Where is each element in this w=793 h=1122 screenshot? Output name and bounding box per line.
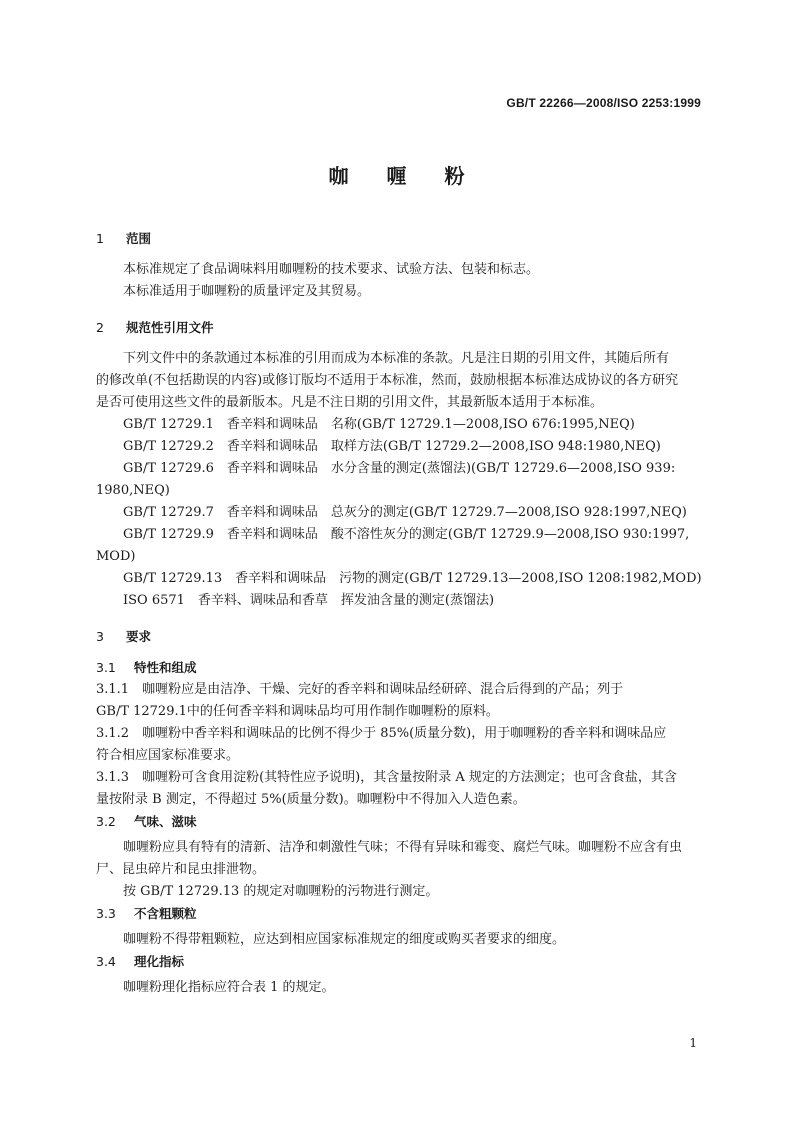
standard-code: GB/T 22266—2008/ISO 2253:1999	[506, 96, 701, 110]
reference-item: GB/T 12729.1 香辛料和调味品 名称(GB/T 12729.1—2008,ISO 676:1995,NEQ)	[123, 417, 635, 432]
reference-item: GB/T 12729.13 香辛料和调味品 污物的测定(GB/T 12729.13—2008,ISO 1208:1982,MOD)	[123, 571, 702, 586]
paragraph: 的修改单(不包括勘误的内容)或修订版均不适用于本标准，然而，鼓励根据本标准达成协议的各方研究	[96, 373, 679, 388]
section-heading-3: 3 要求	[96, 629, 152, 644]
subsection-heading-3-2: 3.2 气味、滋味	[96, 814, 197, 829]
clause-3-1-2-cont: 符合相应国家标准要求。	[96, 748, 240, 763]
page-number: 1	[689, 1036, 697, 1050]
paragraph: 下列文件中的条款通过本标准的引用而成为本标准的条款。凡是注日期的引用文件，其随后所有	[123, 351, 670, 366]
paragraph: 按 GB/T 12729.13 的规定对咖喱粉的污物进行测定。	[123, 884, 439, 899]
reference-item: GB/T 12729.6 香辛料和调味品 水分含量的测定(蒸馏法)(GB/T 12729.6—2008,ISO 939:	[123, 461, 676, 476]
paragraph: 咖喱粉理化指标应符合表 1 的规定。	[123, 980, 335, 995]
document-body	[96, 228, 712, 999]
section-heading-2: 2 规范性引用文件	[96, 320, 214, 335]
paragraph: 是否可使用这些文件的最新版本。凡是不注日期的引用文件，其最新版本适用于本标准。	[96, 395, 604, 410]
section-heading-1: 1 范围	[96, 231, 152, 246]
page-title: 咖喱粉	[328, 164, 503, 188]
clause-3-1-1-cont: GB/T 12729.1中的任何香辛料和调味品均可用作制作咖喱粉的原料。	[96, 704, 499, 719]
reference-item: GB/T 12729.2 香辛料和调味品 取样方法(GB/T 12729.2—2008,ISO 948:1980,NEQ)	[123, 439, 661, 454]
paragraph: 尸、昆虫碎片和昆虫排泄物。	[96, 862, 266, 877]
subsection-heading-3-3: 3.3 不含粗颗粒	[96, 906, 197, 921]
clause-3-1-2: 3.1.2 咖喱粉中香辛料和调味品的比例不得少于 85%(质量分数)，用于咖喱粉的香辛料和调味品应	[96, 726, 667, 741]
reference-item: 1980,NEQ)	[96, 483, 170, 498]
paragraph: 本标准适用于咖喱粉的质量评定及其贸易。	[123, 284, 371, 299]
clause-3-1-3-cont: 量按附录 B 测定，不得超过 5%(质量分数)。咖喱粉中不得加入人造色素。	[96, 792, 526, 807]
clause-3-1-3: 3.1.3 咖喱粉可含食用淀粉(其特性应予说明)，其含量按附录 A 规定的方法测定；也可含食盐，其含	[96, 770, 677, 785]
reference-item: MOD)	[96, 549, 136, 564]
paragraph: 咖喱粉不得带粗颗粒，应达到相应国家标准规定的细度或购买者要求的细度。	[123, 932, 566, 947]
paragraph: 本标准规定了食品调味料用咖喱粉的技术要求、试验方法、包装和标志。	[123, 262, 540, 277]
subsection-heading-3-1: 3.1 特性和组成	[96, 660, 197, 675]
paragraph: 咖喱粉应具有特有的清新、洁净和刺激性气味；不得有异味和霉变、腐烂气味。咖喱粉不应含有虫	[123, 840, 683, 855]
reference-item: ISO 6571 香辛料、调味品和香草 挥发油含量的测定(蒸馏法)	[123, 593, 495, 608]
reference-item: GB/T 12729.7 香辛料和调味品 总灰分的测定(GB/T 12729.7—2008,ISO 928:1997,NEQ)	[123, 505, 687, 520]
clause-3-1-1: 3.1.1 咖喱粉应是由洁净、干燥、完好的香辛料和调味品经研碎、混合后得到的产品；列于	[96, 682, 624, 697]
reference-item: GB/T 12729.9 香辛料和调味品 酸不溶性灰分的测定(GB/T 12729.9—2008,ISO 930:1997,	[123, 527, 690, 542]
subsection-heading-3-4: 3.4 理化指标	[96, 954, 185, 969]
